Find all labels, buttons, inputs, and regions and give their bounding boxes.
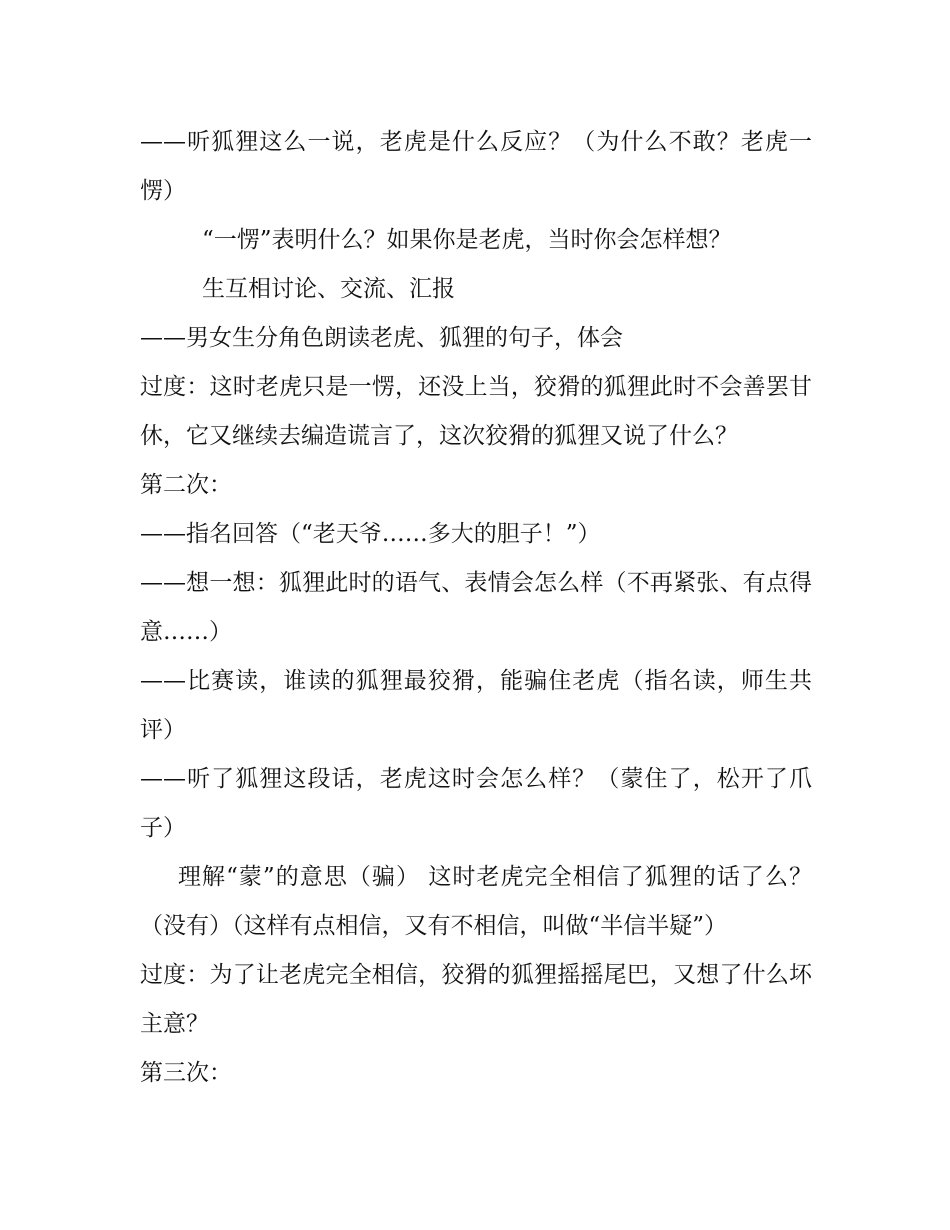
paragraph-discussion: 生互相讨论、交流、汇报 [202,276,455,302]
paragraph-yileng-question: “一愣”表明什么？如果你是老虎，当时你会怎样想？ [202,227,732,253]
paragraph-transition-2: 过度：为了让老虎完全相信，狡猾的狐狸摇摇尾巴，又想了什么坏主意？ [140,962,812,1037]
paragraph-answer: ——指名回答（“老天爷……多大的胆子！”） [140,521,601,547]
paragraph-tiger-response: ——听了狐狸这段话，老虎这时会怎么样？（蒙住了，松开了爪子） [140,766,812,841]
document-body [140,118,812,1098]
paragraph-transition-1: 过度：这时老虎只是一愣，还没上当，狡猾的狐狸此时不会善罢甘休，它又继续去编造谎言了，这次狡猾的狐狸又说了什么？ [140,374,812,449]
paragraph-meng-meaning: 理解“蒙”的意思（骗） 这时老虎完全相信了狐狸的话了么？（没有）（这样有点相信，又有不相信，叫做“半信半疑”） [140,864,812,939]
paragraph-tiger-reaction: ——听狐狸这么一说，老虎是什么反应？（为什么不敢？老虎一愣） [140,129,812,204]
paragraph-role-reading: ——男女生分角色朗读老虎、狐狸的句子，体会 [140,325,623,351]
heading-third-time: 第三次： [140,1060,232,1086]
paragraph-think: ——想一想：狐狸此时的语气、表情会怎么样（不再紧张、有点得意……） [140,570,812,645]
paragraph-contest-reading: ——比赛读，谁读的狐狸最狡猾，能骗住老虎（指名读，师生共评） [140,668,812,743]
heading-second-time: 第二次： [140,472,232,498]
